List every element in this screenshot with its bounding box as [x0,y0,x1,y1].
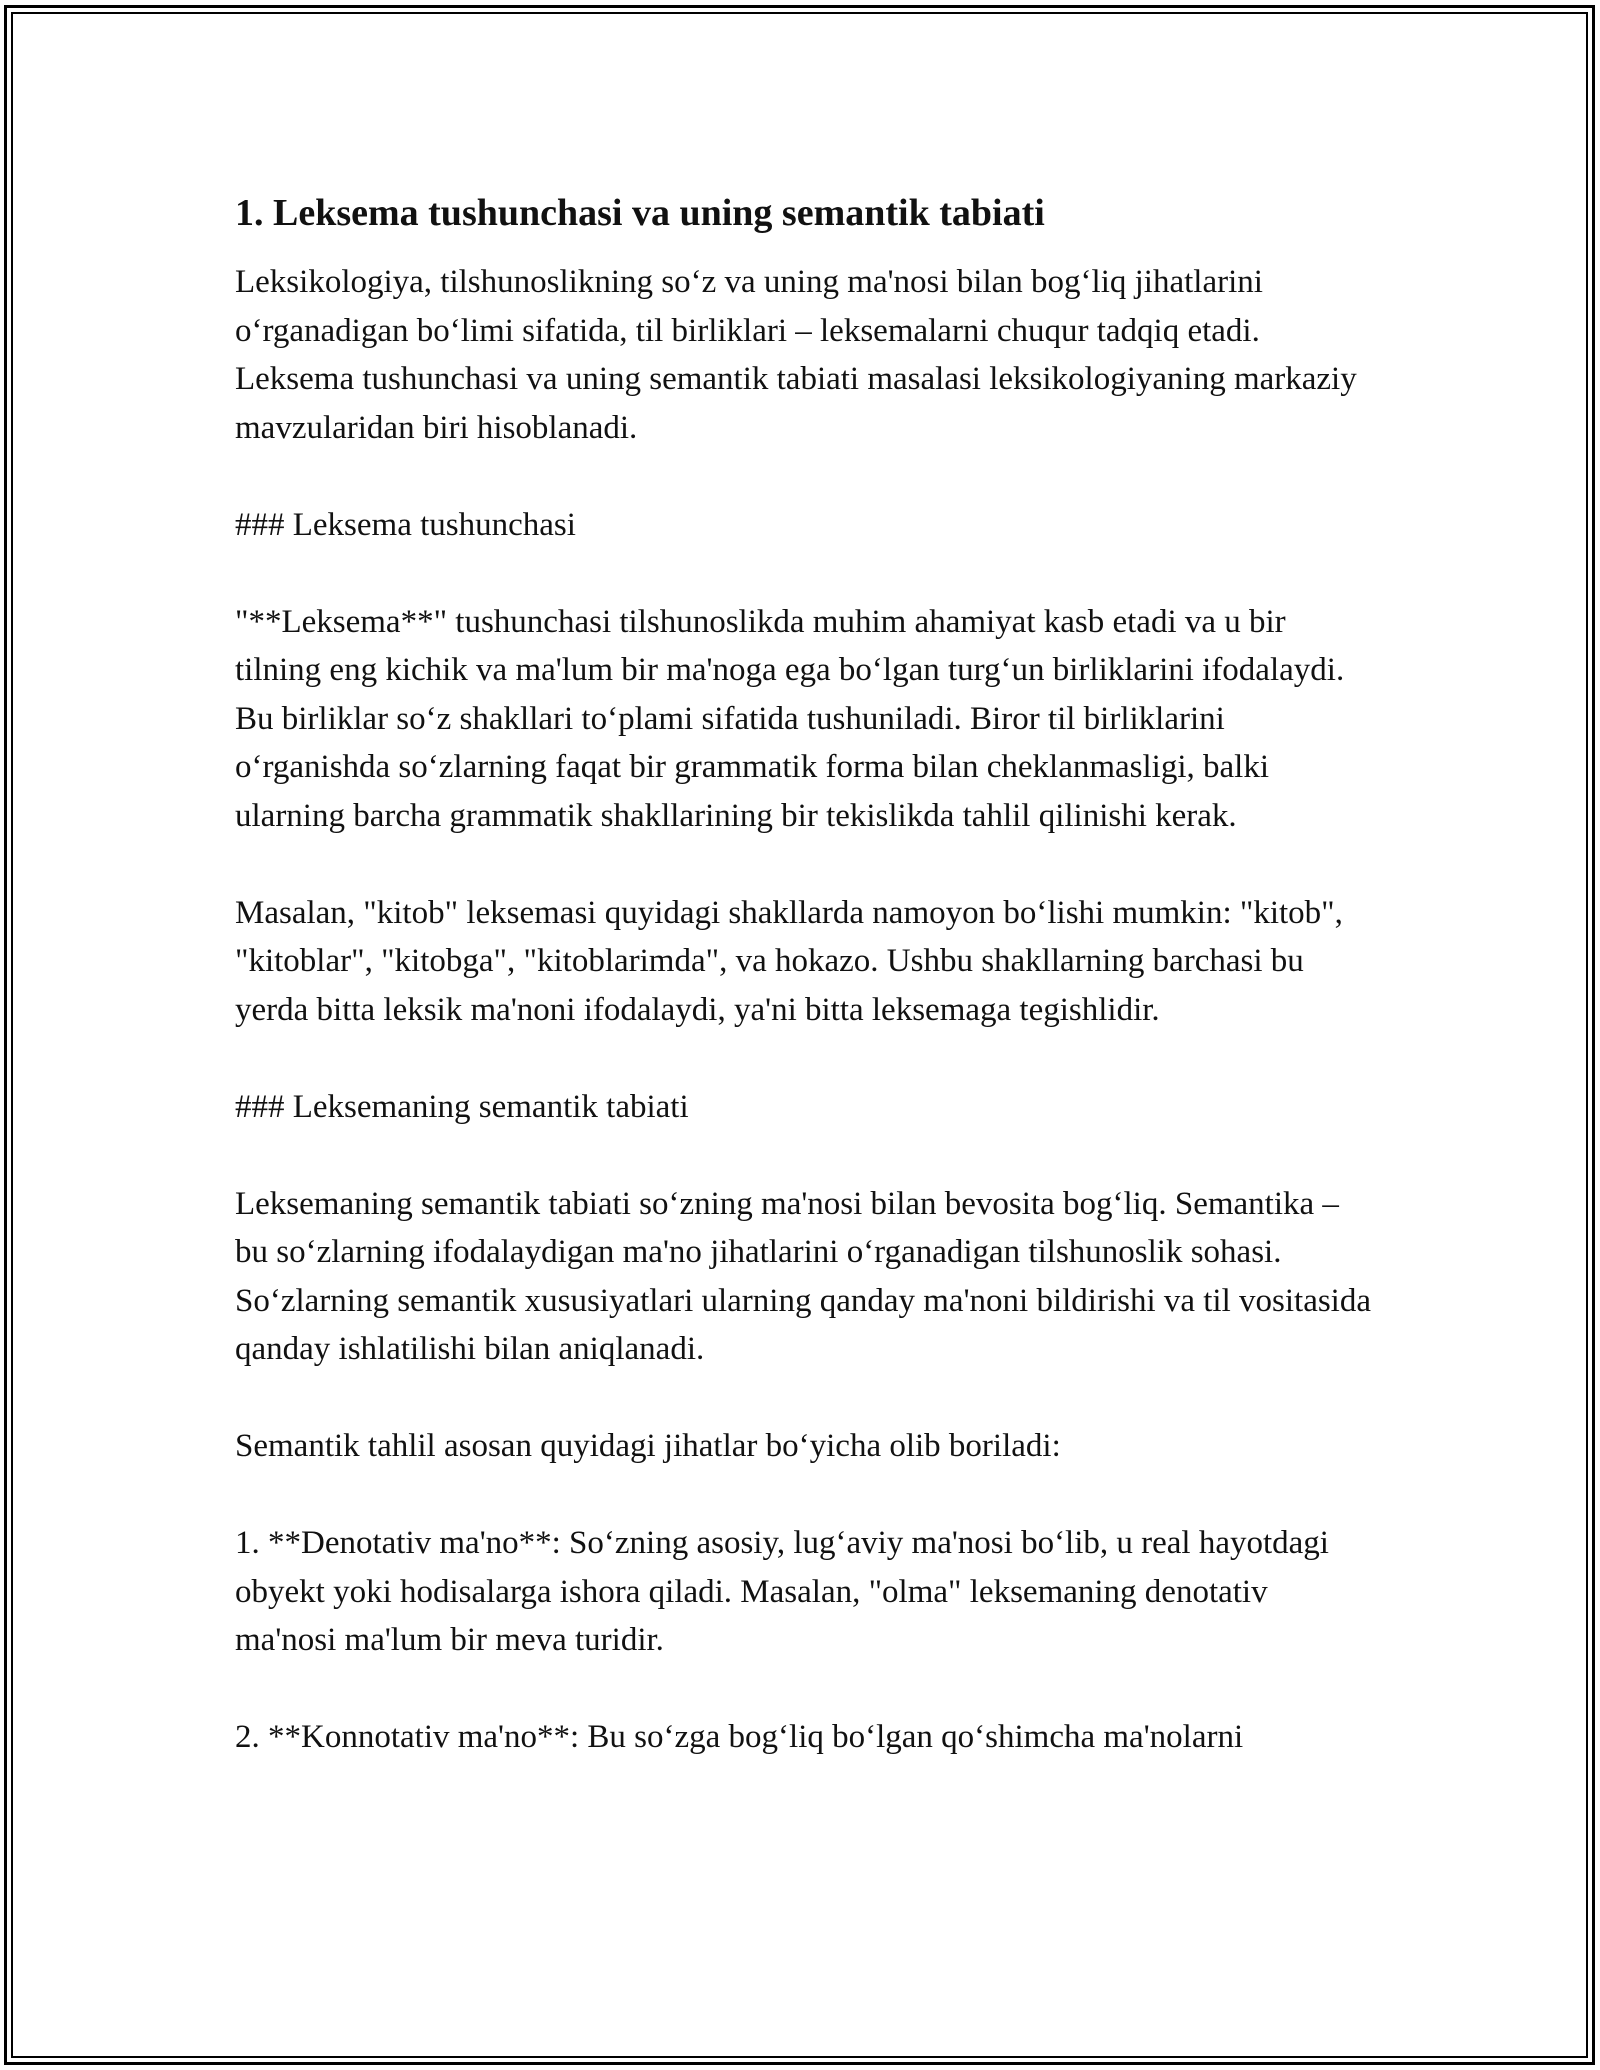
list-item-konnotativ: 2. **Konnotativ ma'no**: Bu so‘zga bog‘liq bo‘lgan qo‘shimcha ma'nolarni [235,1719,1244,1755]
section-heading-leksema: ### Leksema tushunchasi [235,506,576,543]
leksema-definition-paragraph: "**Leksema**" tushunchasi tilshunoslikda muhim ahamiyat kasb etadi va u bir tilning eng kichik va ma'lum bir ma'noga ega bo‘lgan turg‘un birliklarini ifodalaydi. Bu birliklar so‘z shakllari to‘plami sifatida tushuniladi. Biror til birliklarini o‘rganishda so‘zlarning faqat bir grammatik forma bilan cheklanmasligi, balki ularning barcha grammatik shakllarining bir tekislikda tahlil qilinishi kerak. [235,603,1345,834]
semantika-paragraph: Leksemaning semantik tabiati so‘zning ma'nosi bilan bevosita bog‘liq. Semantika – bu so‘zlarning ifodalaydigan ma'no jihatlarini o‘rganadigan tilshunoslik sohasi. So‘zlarning semantik xususiyatlari ularning qanday ma'noni bildirishi va til vositasida qanday ishlatilishi bilan aniqlanadi. [235,1185,1372,1367]
list-item-denotativ: 1. **Denotativ ma'no**: So‘zning asosiy, lug‘aviy ma'nosi bo‘lib, u real hayotdagi obyekt yoki hodisalarga ishora qiladi. Masalan, "olma" leksemaning denotativ ma'nosi ma'lum bir meva turidir. [235,1525,1329,1658]
semantik-tahlil-intro: Semantik tahlil asosan quyidagi jihatlar bo‘yicha olib boriladi: [235,1428,1061,1464]
section-heading-semantik: ### Leksemaning semantik tabiati [235,1088,689,1125]
document-title: 1. Leksema tushunchasi va uning semantik tabiati [235,192,1045,234]
document-body [235,187,1375,1762]
kitob-example-paragraph: Masalan, "kitob" leksemasi quyidagi shakllarda namoyon bo‘lishi mumkin: "kitob", "kitoblar", "kitobga", "kitoblarimda", va hokazo. Ushbu shakllarning barchasi bu yerda bitta leksik ma'noni ifodalaydi, ya'ni bitta leksemaga tegishlidir. [235,894,1343,1028]
intro-paragraph: Leksikologiya, tilshunoslikning so‘z va uning ma'nosi bilan bog‘liq jihatlarini o‘rganadigan bo‘limi sifatida, til birliklari – leksemalarni chuqur tadqiq etadi. Leksema tushunchasi va uning semantik tabiati masalasi leksikologiyaning markaziy mavzularidan biri hisoblanadi. [235,264,1357,446]
